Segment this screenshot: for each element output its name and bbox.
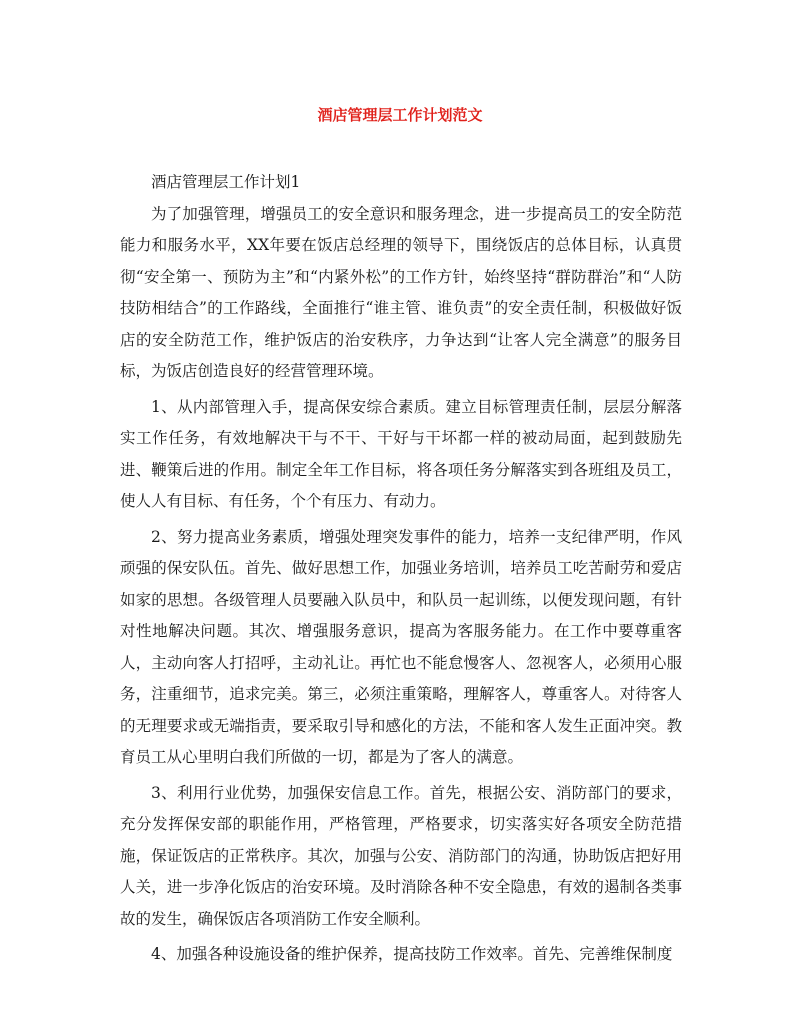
document-body xyxy=(120,167,682,971)
paragraph-item-2: 2、努力提高业务素质，增强处理突发事件的能力，培养一支纪律严明，作风顽强的保安队伍。首先、做好思想工作，加强业务培训，培养员工吃苦耐劳和爱店如家的思想。各级管理人员要融入队员中，和队员一起训练，以便发现问题，有针对性地解决问题。其次、增强服务意识，提高为客服务能力。在工作中要尊重客人，主动向客人打招呼，主动礼让。再忙也不能怠慢客人、忽视客人，必须用心服务，注重细节，追求完美。第三，必须注重策略，理解客人，尊重客人。对待客人的无理要求或无端指责，要采取引导和感化的方法，不能和客人发生正面冲突。教育员工从心里明白我们所做的一切，都是为了客人的满意。 xyxy=(120,527,682,766)
paragraph-intro: 为了加强管理，增强员工的安全意识和服务理念，进一步提高员工的安全防范能力和服务水平，XX年要在饭店总经理的领导下，围绕饭店的总体目标，认真贯彻“安全第一、预防为主”和“内紧外松”的工作方针，始终坚持“群防群治”和“人防技防相结合”的工作路线，全面推行“谁主管、谁负责”的安全责任制，积极做好饭店的安全防范工作，维护饭店的治安秩序，力争达到“让客人完全满意”的服务目标，为饭店创造良好的经营管理环境。 xyxy=(120,204,682,380)
section-heading: 酒店管理层工作计划1 xyxy=(151,173,301,191)
paragraph-item-1: 1、从内部管理入手，提高保安综合素质。建立目标管理责任制，层层分解落实工作任务，有效地解决干与不干、干好与干坏都一样的被动局面，起到鼓励先进、鞭策后进的作用。制定全年工作目标，将各项任务分解落实到各班组及员工，使人人有目标、有任务，个个有压力、有动力。 xyxy=(120,397,682,510)
paragraph-item-3: 3、利用行业优势，加强保安信息工作。首先，根据公安、消防部门的要求，充分发挥保安部的职能作用，严格管理，严格要求，切实落实好各项安全防范措施，保证饭店的正常秩序。其次，加强与公安、消防部门的沟通，协助饭店把好用人关，进一步净化饭店的治安环境。及时消除各种不安全隐患，有效的遏制各类事故的发生，确保饭店各项消防工作安全顺利。 xyxy=(120,783,682,928)
document-title: 酒店管理层工作计划范文 xyxy=(317,106,483,124)
paragraph-item-4: 4、加强各种设施设备的维护保养，提高技防工作效率。首先、完善维保制度 xyxy=(151,945,673,963)
